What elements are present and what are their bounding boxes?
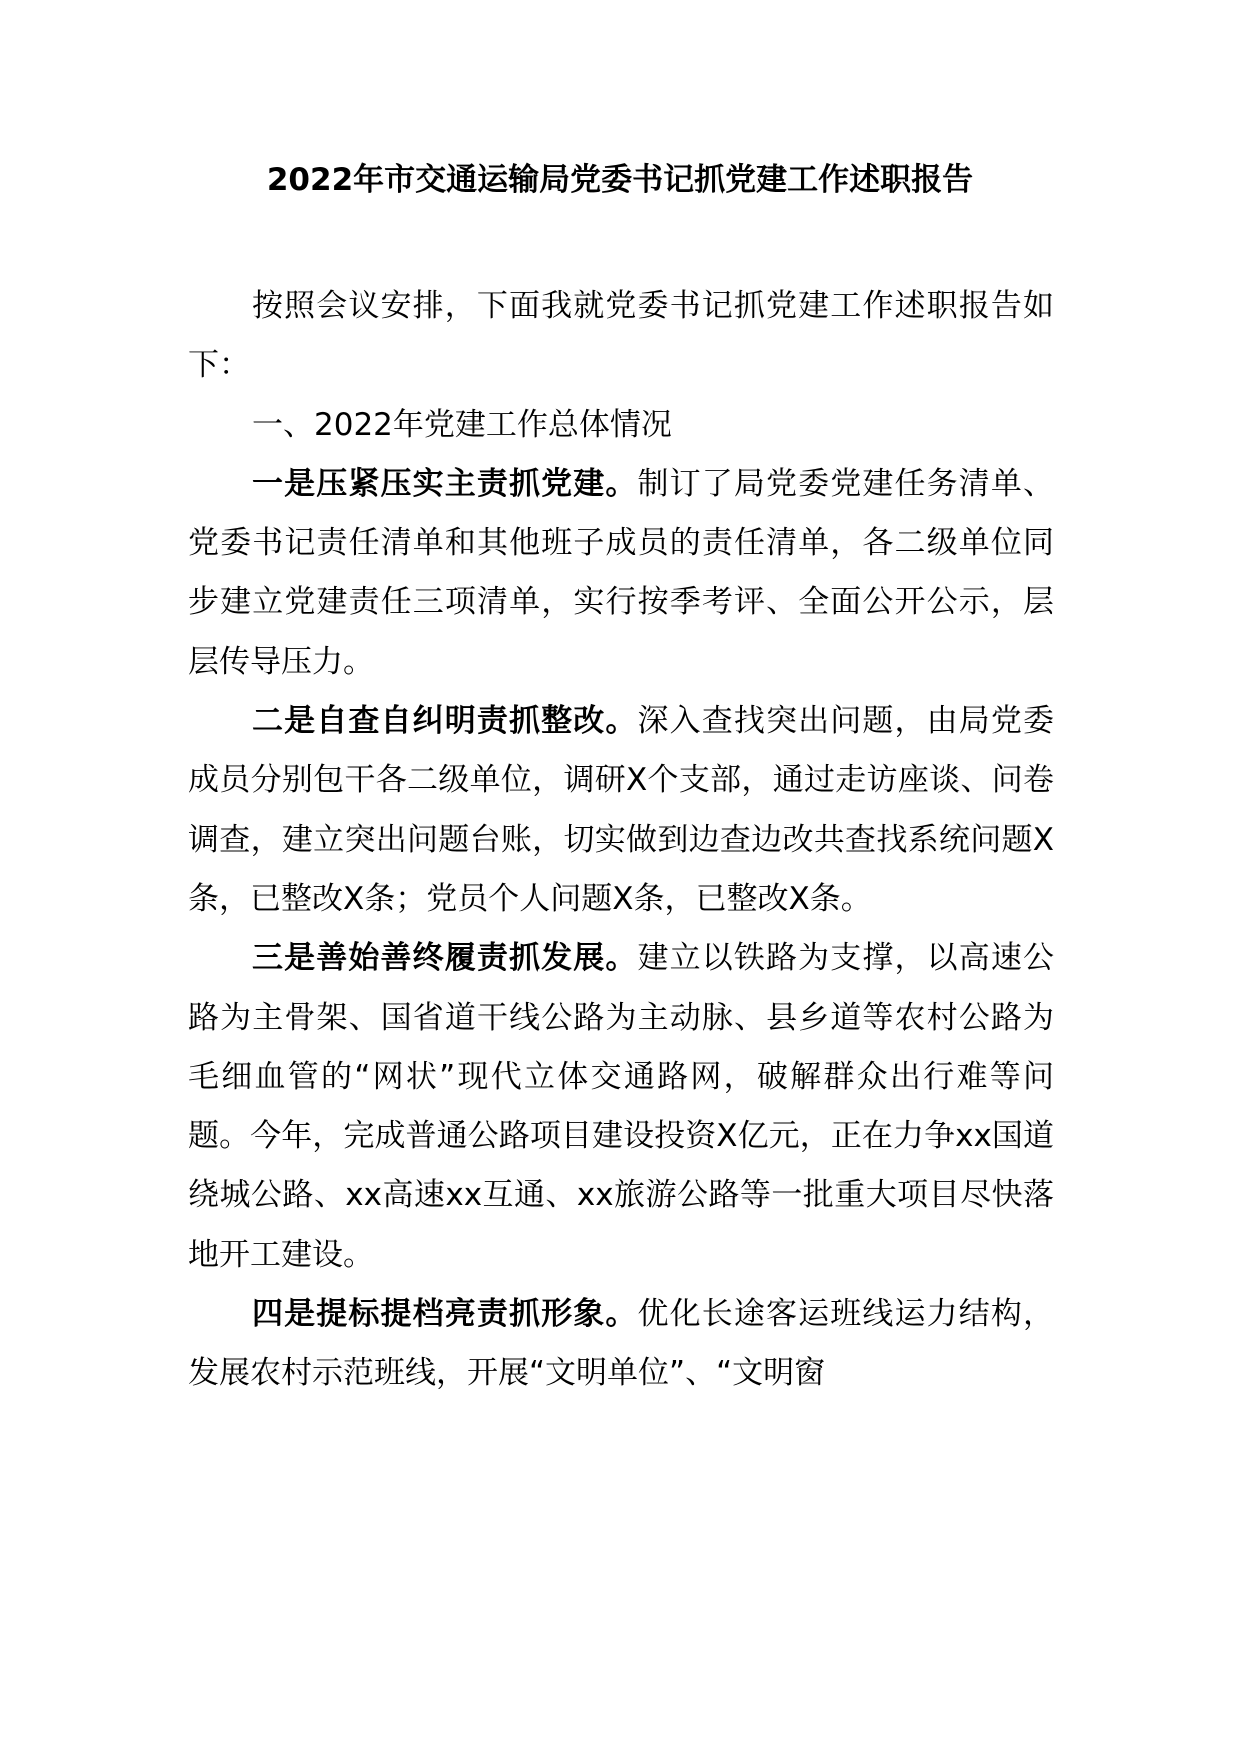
paragraph-text: 按照会议安排，下面我就党委书记抓党建工作述职报告如下： xyxy=(188,288,1054,384)
paragraph-lead: 一是压紧压实主责抓党建。 xyxy=(252,465,638,502)
paragraph-lead: 三是善始善终履责抓发展。 xyxy=(252,940,638,977)
paragraph-lead: 四是提标提档亮责抓形象。 xyxy=(252,1296,638,1333)
paragraph-text: 优化长途客运班线运力结构，发展农村示范班线，开展“文明单位”、“文明窗 xyxy=(188,1296,1054,1392)
paragraph-item-1 xyxy=(188,455,1054,692)
paragraph-item-3 xyxy=(188,929,1054,1285)
paragraph-text: 一、2022年党建工作总体情况 xyxy=(252,406,672,443)
paragraph-intro xyxy=(188,277,1054,396)
paragraph-text: 深入查找突出问题，由局党委成员分别包干各二级单位，调研X个支部，通过走访座谈、问卷调查，建立突出问题台账，切实做到边查边改共查找系统问题X条，已整改X条；党员个人问题X条，已整改X条。 xyxy=(188,703,1054,917)
section-heading xyxy=(188,396,1054,455)
document-title: 2022年市交通运输局党委书记抓党建工作述职报告 xyxy=(266,162,974,198)
paragraph-text: 建立以铁路为支撑，以高速公路为主骨架、国省道干线公路为主动脉、县乡道等农村公路为毛细血管的“网状”现代立体交通路网，破解群众出行难等问题。今年，完成普通公路项目建设投资X亿元，正在力争xx国道绕城公路、xx高速xx互通、xx旅游公路等一批重大项目尽快落地开工建设。 xyxy=(188,940,1054,1273)
paragraph-item-2 xyxy=(188,692,1054,929)
paragraph-lead: 二是自查自纠明责抓整改。 xyxy=(252,703,638,740)
paragraph-text: 制订了局党委党建任务清单、党委书记责任清单和其他班子成员的责任清单，各二级单位同步建立党建责任三项清单，实行按季考评、全面公开公示，层层传导压力。 xyxy=(188,465,1054,680)
document-body xyxy=(188,277,1054,1404)
paragraph-item-4 xyxy=(188,1285,1054,1404)
